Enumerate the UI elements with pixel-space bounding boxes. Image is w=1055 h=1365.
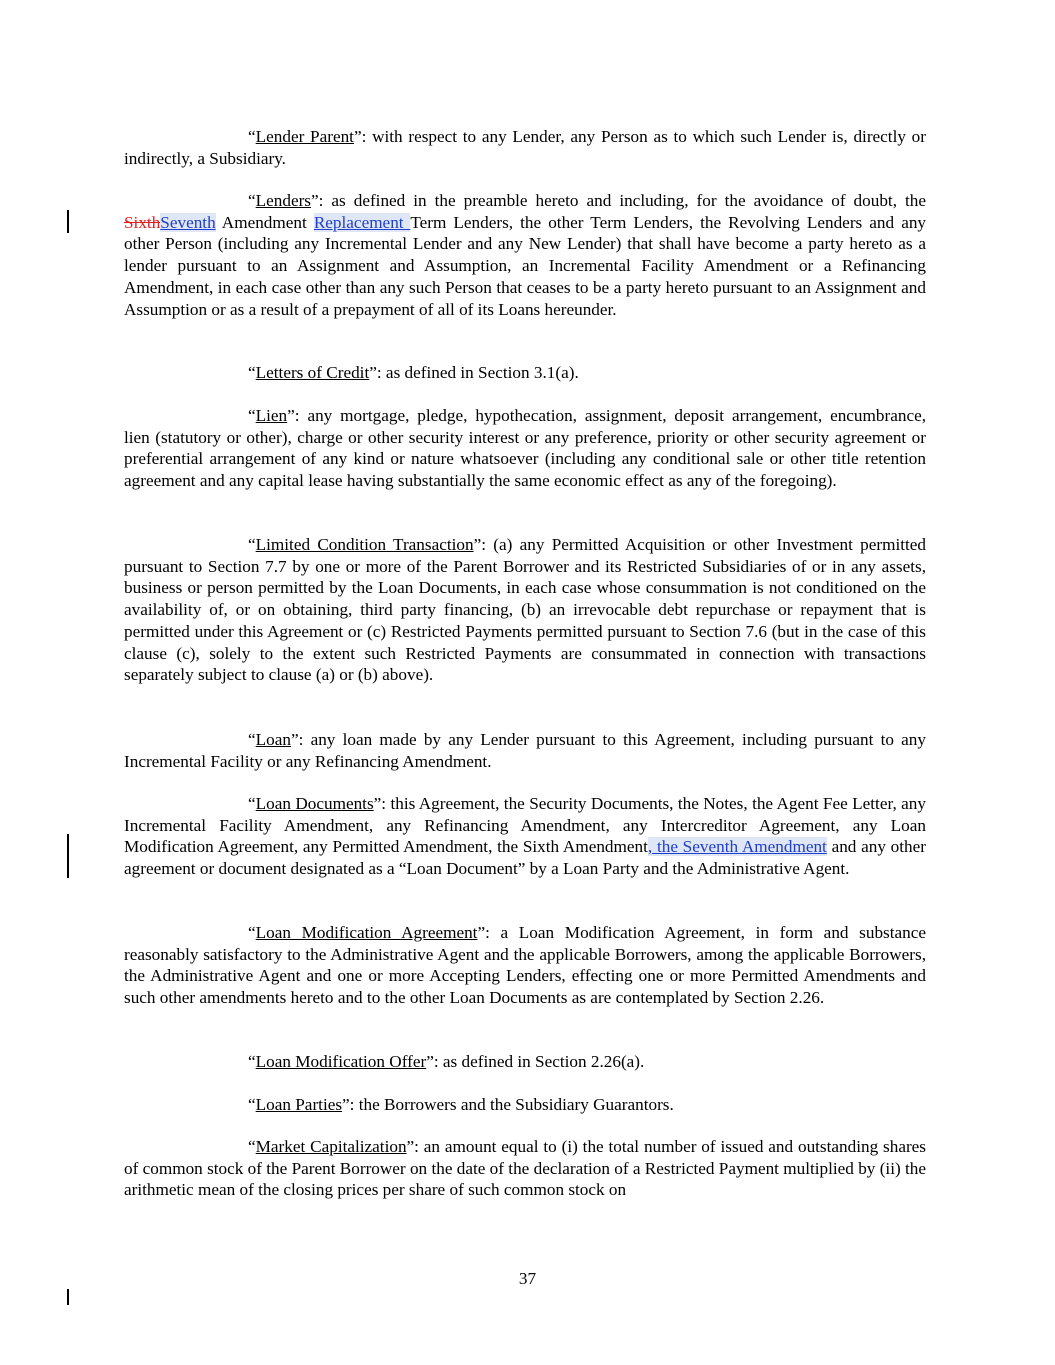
open-quote: “ [248,406,256,425]
inserted-text[interactable]: , the Seventh Amendment [647,837,827,857]
open-quote: “ [248,923,256,942]
definition-limited-condition-transaction [124,534,926,686]
definition-text: ”: (a) any Permitted Acquisition or other Investment permitted pursuant to Section 7.7 by one or more of the Parent Borrower and its Restricted Subsidiaries of or in any assets, business or person permitted by the Loan Documents, in each case whose consummation is not conditioned on the availability of, or on obtaining, third party financing, (b) an irrevocable debt repurchase or repayment that is permitted under this Agreement or (c) Restricted Payments permitted pursuant to Section 7.6 (but in the case of this clause (c), solely to the extent such Restricted Payments are consummated in connection with transactions separately subject to clause (a) or (b) above). [124,535,926,685]
change-bar [67,210,69,233]
definition-loan-modification-offer [124,1051,926,1073]
open-quote: “ [248,363,256,382]
definition-text: ”: any loan made by any Lender pursuant to this Agreement, including pursuant to any Incremental Facility or any Refinancing Amendment. [124,730,926,771]
definition-lenders [124,190,926,320]
definition-lien [124,405,926,492]
defined-term: Lien [255,406,288,425]
definition-text: ”: as defined in the preamble hereto and including, for the avoidance of doubt, the [311,191,926,210]
open-quote: “ [248,1052,256,1071]
inserted-text[interactable]: Seventh [160,212,216,232]
definition-lender-parent [124,126,926,169]
defined-term: Loan Modification Agreement [255,923,478,942]
defined-term: Loan Modification Offer [255,1052,427,1071]
definition-text: and any other agreement or document designated as a “Loan Document” by a Loan Party and the Administrative Agent. [124,837,927,879]
definition-text: ”: the Borrowers and the Subsidiary Guarantors. [342,1095,674,1114]
inserted-text[interactable]: Replacement [313,212,411,232]
open-quote: “ [248,1095,256,1114]
page-number: 37 [518,1269,537,1288]
defined-term: Limited Condition Transaction [255,535,474,554]
definition-text: ”: any mortgage, pledge, hypothecation, assignment, deposit arrangement, encumbrance, lien (statutory or other), charge or other security interest or any preference, priority or other security agreement or preferential arrangement of any kind or nature whatsoever (including any conditional sale or other title retention agreement and any capital lease having substantially the same economic effect as any of the foregoing). [124,406,926,491]
open-quote: “ [248,1137,256,1156]
deleted-text[interactable]: Sixth [124,212,161,232]
definition-loan [124,729,926,772]
definition-loan-parties [124,1094,926,1116]
definition-text: ”: a Loan Modification Agreement, in form and substance reasonably satisfactory to the Administrative Agent and the applicable Borrowers, among the applicable Borrowers, the Administrative Agent and one or more Accepting Lenders, effecting one or more Permitted Amendments and such other amendments hereto and to the other Loan Documents as are contemplated by Section 2.26. [124,923,926,1008]
defined-term: Market Capitalization [255,1137,407,1156]
defined-term: Loan Parties [255,1095,343,1114]
defined-term: Loan [255,730,291,749]
defined-term: Loan Documents [255,794,374,813]
open-quote: “ [248,730,256,749]
change-bar [67,834,69,878]
open-quote: “ [248,794,256,813]
definition-text: Term Lenders, the other Term Lenders, the Revolving Lenders and any other Person (including any Incremental Lender and any New Lender) that shall have become a party hereto as a lender pursuant to an Assignment and Assumption, an Incremental Facility Amendment or a Refinancing Amendment, in each case other than any such Person that ceases to be a party hereto pursuant to an Assignment and Assumption or as a result of a prepayment of all of its Loans hereunder. [124,212,927,319]
change-bar [67,1289,69,1305]
definition-loan-modification-agreement [124,922,926,1009]
definition-text: Amendment [215,212,314,232]
defined-term: Letters of Credit [255,363,370,382]
defined-term: Lenders [255,191,311,210]
definition-letters-of-credit [124,362,926,384]
definition-text: ”: an amount equal to (i) the total number of issued and outstanding shares of common stock of the Parent Borrower on the date of the declaration of a Restricted Payment multiplied by (ii) the arithmetic mean of the closing prices per share of such common stock on [124,1137,926,1200]
definition-text: ”: this Agreement, the Security Documents, the Notes, the Agent Fee Letter, any Incremental Facility Amendment, any Refinancing Amendment, any Intercreditor Agreement, any Loan Modification Agreement, any Permitted Amendment, the Sixth Amendment [124,794,926,857]
open-quote: “ [248,535,256,554]
definition-market-capitalization [124,1136,926,1201]
open-quote: “ [248,191,256,210]
definition-text: ”: as defined in Section 3.1(a). [369,363,579,382]
definition-text: ”: with respect to any Lender, any Person as to which such Lender is, directly or indirectly, a Subsidiary. [124,127,926,168]
definition-loan-documents [124,793,926,880]
defined-term: Lender Parent [255,127,354,146]
definition-text: ”: as defined in Section 2.26(a). [426,1052,645,1071]
open-quote: “ [248,127,256,146]
